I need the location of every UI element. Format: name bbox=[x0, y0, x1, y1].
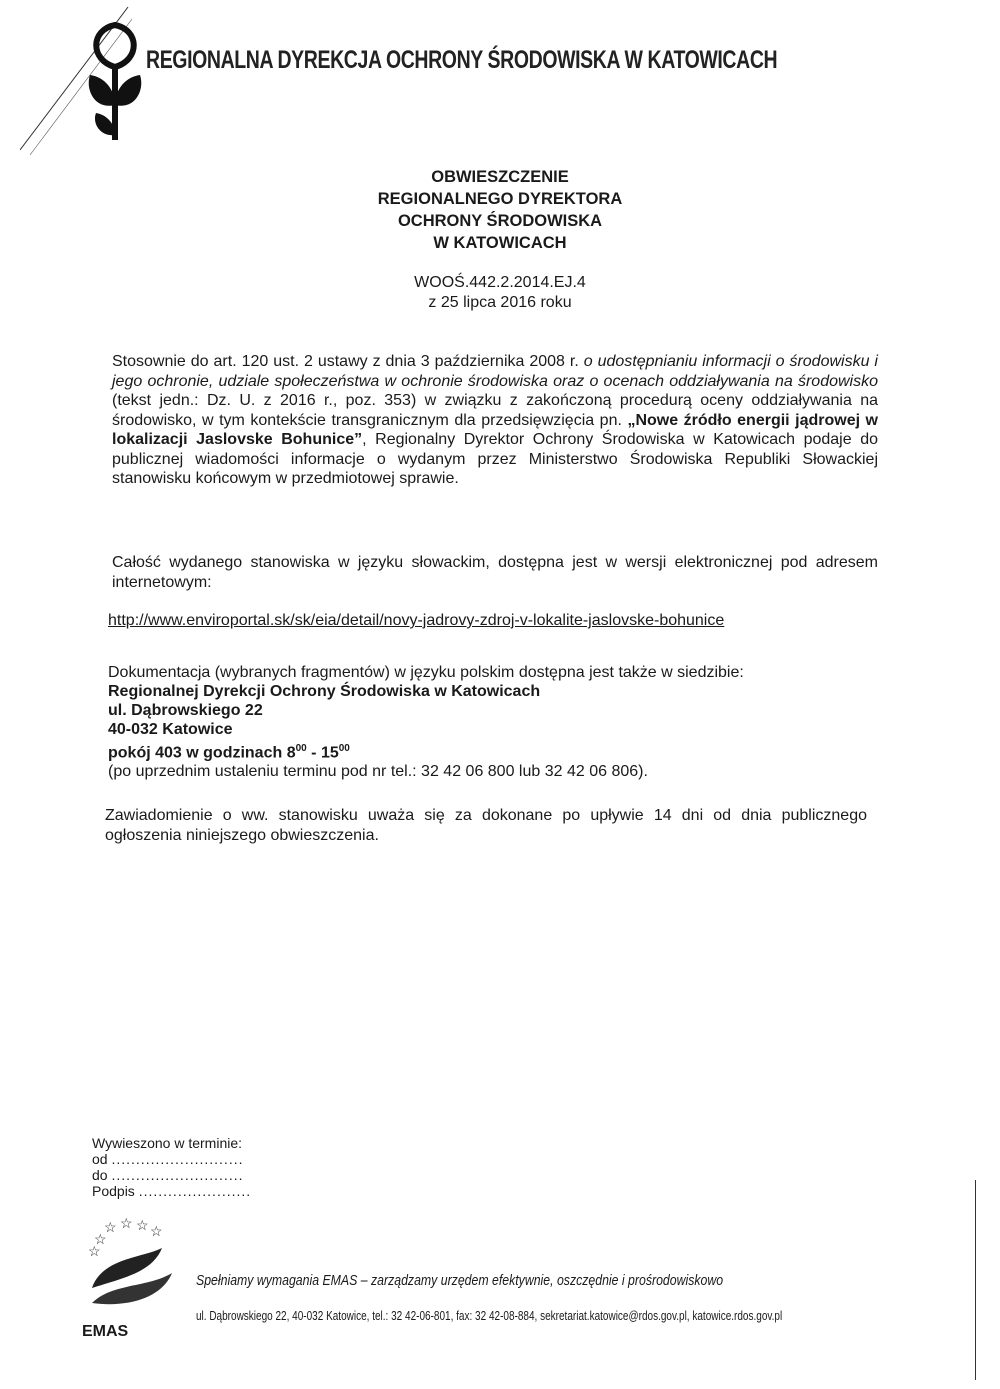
svg-text:☆: ☆ bbox=[150, 1223, 163, 1239]
reference-block bbox=[300, 273, 700, 313]
paragraph-text-c: , Regionalny Dyrektor Ochrony Środowiska w Katowicach podaje do publicznej wiadomości informacje o wydanym przez Ministerstwo Środowiska Republiki Słowackiej stanowisku końcowym w przedmiotowej sprawie. bbox=[112, 431, 878, 487]
title-line-4: W KATOWICACH bbox=[433, 234, 567, 252]
to-label: do bbox=[92, 1167, 108, 1183]
title-line-1: OBWIESZCZENIE bbox=[431, 168, 569, 186]
paragraph-availability: Całość wydanego stanowiska w języku słowackim, dostępna jest w wersji elektronicznej pod adresem internetowym: bbox=[112, 554, 878, 591]
document-title bbox=[300, 166, 700, 254]
paragraph-text-b: (tekst jedn.: Dz. U. z 2016 r., poz. 353) w związku z zakończoną procedurą oceny oddziaływania na środowisko, w tym kontekście transgranicznym dla przedsięwzięcia pn. bbox=[112, 392, 878, 429]
office-name: Regionalnej Dyrekcji Ochrony Środowiska w Katowicach bbox=[108, 683, 541, 700]
footer-address: ul. Dąbrowskiego 22, 40-032 Katowice, tel.: 32 42-06-801, fax: 32 42-08-884, sekretariat.katowice@rdos.gov.pl, katowice.rdos.gov.pl bbox=[196, 1309, 783, 1323]
posting-block bbox=[92, 1135, 251, 1199]
office-hours bbox=[108, 739, 744, 762]
title-line-2: REGIONALNEGO DYREKTORA bbox=[377, 190, 623, 208]
project-name: „Nowe źródło energii jądrowej w lokalizacji Jaslovske Bohunice” bbox=[112, 411, 878, 448]
emas-stars-logo-icon bbox=[82, 1218, 178, 1318]
hour-start-sup: 00 bbox=[295, 743, 307, 754]
office-city: 40-032 Katowice bbox=[108, 721, 233, 738]
sign-label: Podpis bbox=[92, 1183, 135, 1199]
posting-from-row bbox=[92, 1151, 251, 1167]
to-dots: ........................... bbox=[111, 1167, 244, 1183]
paragraph-legal-basis bbox=[112, 352, 878, 489]
emas-logo bbox=[82, 1218, 178, 1358]
phone-note: (po uprzednim ustaleniu terminu pod nr tel.: 32 42 06 800 lub 32 42 06 806). bbox=[108, 763, 648, 781]
emas-slogan: Spełniamy wymagania EMAS – zarządzamy urzędem efektywnie, oszczędnie i prośrodowiskowo bbox=[196, 1272, 724, 1289]
svg-text:☆: ☆ bbox=[94, 1231, 107, 1247]
reference-date: z 25 lipca 2016 roku bbox=[428, 294, 572, 311]
svg-text:☆: ☆ bbox=[88, 1243, 101, 1259]
law-title: o udostępnianiu informacji o środowisku i jego ochronie, udziale społeczeństwa w ochronie środowiska oraz o ocenach oddziaływania na środowisko bbox=[112, 353, 878, 390]
leaf-logo-icon bbox=[20, 5, 145, 165]
svg-text:☆: ☆ bbox=[104, 1219, 117, 1235]
organization-name: REGIONALNA DYREKCJA OCHRONY ŚRODOWISKA W KATOWICACH bbox=[146, 46, 778, 74]
emas-label: EMAS bbox=[82, 1323, 129, 1340]
paragraph-text-a: Stosownie do art. 120 ust. 2 ustawy z dnia 3 października 2008 r. bbox=[112, 353, 584, 370]
room-hours-text: pokój 403 w godzinach 8 bbox=[108, 744, 296, 762]
posting-to-row bbox=[92, 1167, 251, 1183]
paragraph-notification: Zawiadomienie o ww. stanowisku uważa się za dokonane po upływie 14 dni od dnia publicznego ogłoszenia niniejszego obwieszczenia. bbox=[105, 807, 867, 844]
posting-heading: Wywieszono w terminie: bbox=[92, 1135, 243, 1151]
hour-end-text: - 15 bbox=[306, 744, 339, 762]
scan-edge-line bbox=[975, 1180, 976, 1380]
enviroportal-link[interactable]: http://www.enviroportal.sk/sk/eia/detail/novy-jadrovy-zdroj-v-lokalite-jaslovske-bohunice bbox=[108, 612, 725, 629]
sign-dots: ....................... bbox=[138, 1183, 252, 1199]
hour-end-sup: 00 bbox=[338, 743, 350, 754]
documentation-block bbox=[108, 663, 744, 781]
from-label: od bbox=[92, 1151, 108, 1167]
reference-number: WOOŚ.442.2.2014.EJ.4 bbox=[414, 274, 586, 291]
posting-sign-row bbox=[92, 1183, 251, 1199]
documentation-intro: Dokumentacja (wybranych fragmentów) w języku polskim dostępna jest także w siedzibie: bbox=[108, 664, 744, 681]
svg-text:☆: ☆ bbox=[136, 1218, 149, 1233]
title-line-3: OCHRONY ŚRODOWISKA bbox=[397, 212, 603, 230]
svg-text:☆: ☆ bbox=[120, 1218, 133, 1231]
from-dots: ........................... bbox=[111, 1151, 244, 1167]
office-street: ul. Dąbrowskiego 22 bbox=[108, 702, 263, 719]
